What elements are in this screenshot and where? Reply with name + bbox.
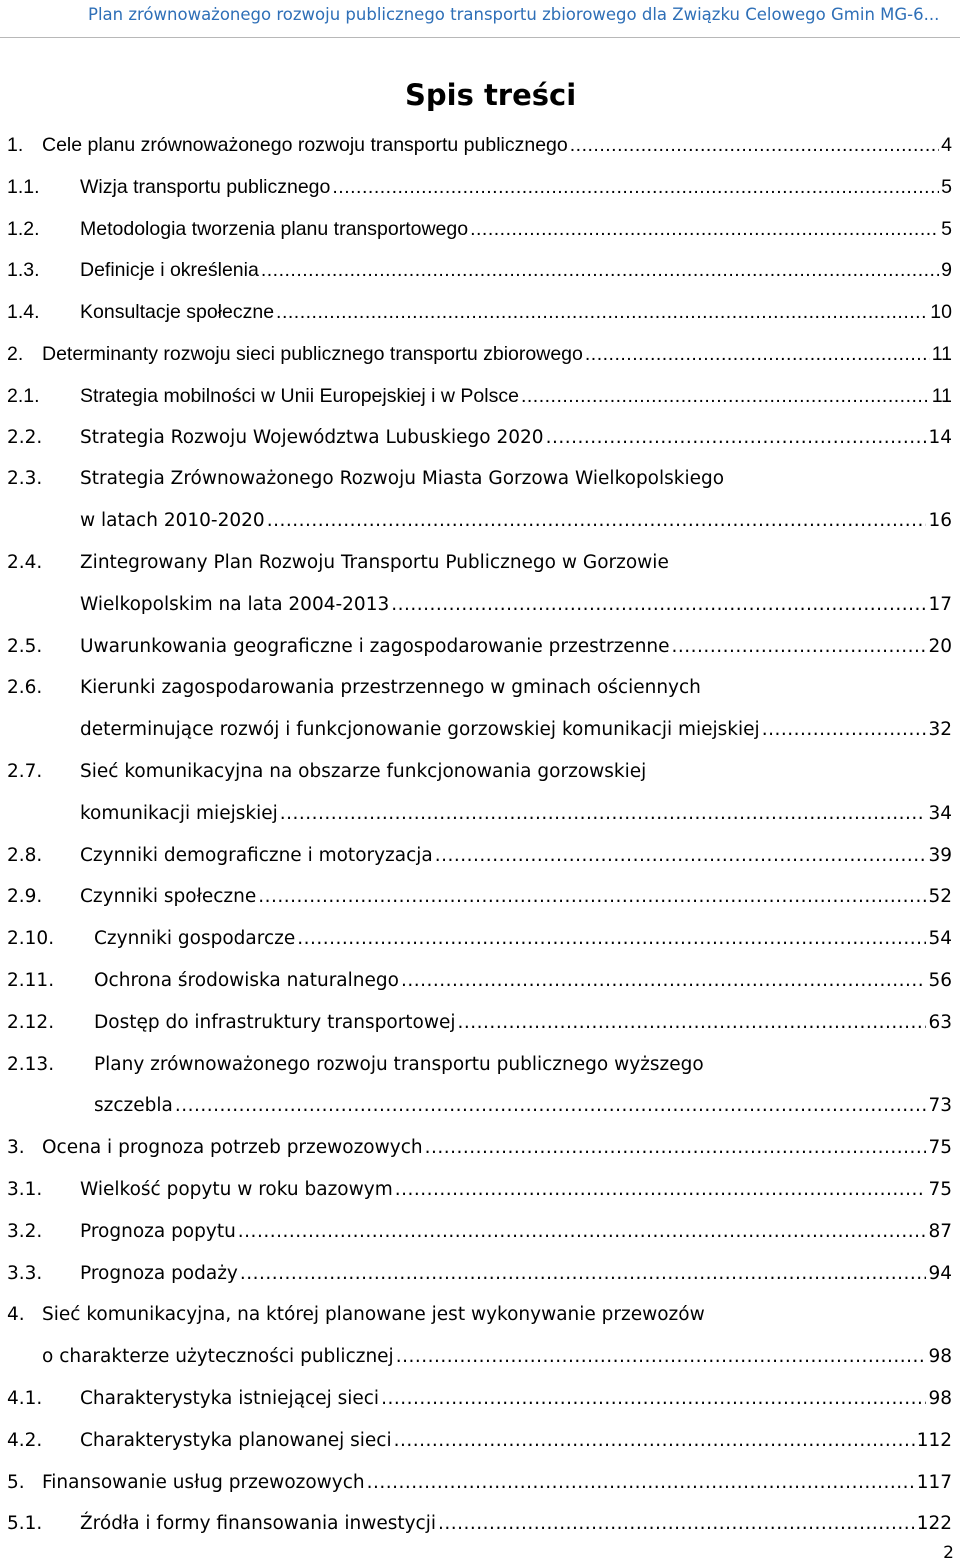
- dot-leader: [395, 1176, 927, 1204]
- dot-leader: [261, 256, 939, 284]
- toc-entry[interactable]: [7, 633, 952, 661]
- toc-entry-page: 75: [928, 1137, 952, 1159]
- toc-entry-title: Czynniki gospodarcze: [94, 928, 296, 950]
- dot-leader: [672, 633, 927, 661]
- toc-entry-page: 56: [928, 970, 952, 991]
- dot-leader: [258, 883, 926, 911]
- toc-entry-title: Charakterystyka istniejącej sieci: [80, 1388, 380, 1409]
- toc-entry-title: Ocena i prognoza potrzeb przewozowych: [42, 1137, 423, 1159]
- toc-entry-title: Źródła i formy finansowania inwestycji: [80, 1513, 437, 1535]
- toc-entry[interactable]: [7, 1218, 952, 1246]
- toc-entry-page: 63: [928, 1011, 952, 1033]
- toc-entry-number: 2.2.: [7, 426, 43, 448]
- toc-entry-title: Prognoza podaży: [80, 1262, 238, 1284]
- toc-title: Spis treści: [405, 78, 577, 112]
- toc-entry-page: 4: [941, 134, 952, 156]
- toc-entry-title-continued: w latach 2010-2020: [80, 510, 265, 532]
- toc-entry[interactable]: [7, 549, 952, 577]
- toc-entry[interactable]: [7, 215, 952, 243]
- toc-entry[interactable]: [7, 465, 952, 493]
- toc-entry-continuation[interactable]: [42, 1343, 952, 1371]
- toc-entry-title-continued: determinujące rozwój i funkcjonowanie gorzowskiej komunikacji miejskiej: [80, 719, 760, 741]
- toc-entry-number: 2.12.: [7, 1011, 55, 1033]
- dot-leader: [297, 925, 926, 953]
- dot-leader: [521, 382, 930, 410]
- toc-entry-title: Wizja transportu publicznego: [80, 175, 331, 198]
- toc-entry-page: 14: [928, 426, 952, 448]
- toc-entry[interactable]: [7, 758, 952, 786]
- toc-entry-page: 52: [928, 886, 952, 908]
- toc-entry-title: Czynniki demograficzne i motoryzacja: [80, 844, 433, 866]
- toc-entry-title-continued: Wielkopolskim na lata 2004-2013: [80, 593, 390, 615]
- dot-leader: [240, 1260, 927, 1288]
- toc-entry[interactable]: [7, 1427, 952, 1455]
- toc-entry-number: 3.3.: [7, 1262, 43, 1284]
- dot-leader: [435, 842, 927, 870]
- dot-leader: [585, 340, 930, 368]
- toc-entry[interactable]: [7, 1469, 952, 1497]
- toc-entry-page: 10: [930, 301, 952, 324]
- toc-entry[interactable]: [7, 131, 952, 159]
- toc-entry-page: 17: [928, 593, 952, 615]
- toc-entry-page: 73: [928, 1095, 952, 1117]
- toc-entry-number: 1.1.: [7, 175, 40, 198]
- toc-entry-title-continued: komunikacji miejskiej: [80, 802, 278, 824]
- toc-entry-title: Uwarunkowania geograficzne i zagospodarowanie przestrzenne: [80, 635, 670, 657]
- toc-entry-continuation[interactable]: [80, 591, 952, 619]
- toc-entry-number: 1.4.: [7, 301, 40, 324]
- toc-entry-title: Strategia mobilności w Unii Europejskiej i w Polsce: [80, 384, 519, 407]
- toc-entry-page: 5: [941, 175, 952, 198]
- toc-entry-number: 1.: [7, 134, 24, 156]
- toc-entry-number: 5.1.: [7, 1513, 43, 1535]
- toc-entry-page: 112: [916, 1429, 952, 1451]
- toc-entry-page: 98: [928, 1346, 952, 1368]
- toc-entry-continuation[interactable]: [80, 800, 952, 828]
- dot-leader: [394, 1427, 915, 1455]
- toc-entry-page: 87: [928, 1220, 952, 1242]
- toc-entry-title-continued: szczebla: [94, 1095, 173, 1117]
- toc-entry[interactable]: [7, 674, 952, 702]
- toc-entry-title: Prognoza popytu: [80, 1220, 236, 1242]
- toc-entry-number: 2.1.: [7, 384, 40, 407]
- toc-entry-page: 34: [928, 802, 952, 824]
- toc-entry-page: 117: [916, 1471, 952, 1493]
- toc-entry[interactable]: [7, 424, 952, 452]
- dot-leader: [425, 1134, 927, 1162]
- toc-entry-page: 94: [928, 1262, 952, 1284]
- toc-entry-number: 1.3.: [7, 259, 40, 282]
- toc-entry[interactable]: [7, 1260, 952, 1288]
- toc-entry-number: 2.4.: [7, 552, 43, 573]
- dot-leader: [401, 967, 927, 995]
- toc-entry[interactable]: [7, 1176, 952, 1204]
- dot-leader: [332, 173, 939, 201]
- toc-entry-page: 32: [928, 719, 952, 741]
- toc-entry-number: 2.11.: [7, 970, 55, 991]
- dot-leader: [570, 131, 939, 159]
- toc-entry-number: 2.13.: [7, 1053, 55, 1075]
- toc-entry-page: 11: [931, 384, 952, 407]
- toc-entry-number: 3.1.: [7, 1179, 43, 1200]
- toc-entry-title: Determinanty rozwoju sieci publicznego transportu zbiorowego: [42, 343, 583, 365]
- toc-entry[interactable]: [7, 1051, 952, 1079]
- toc-entry-title: Dostęp do infrastruktury transportowej: [94, 1011, 456, 1033]
- toc-entry-page: 5: [941, 217, 952, 240]
- dot-leader: [381, 1385, 926, 1413]
- toc-entry-continuation[interactable]: [80, 716, 952, 744]
- toc-entry-title: Ochrona środowiska naturalnego: [94, 970, 399, 991]
- toc-entry-page: 11: [931, 343, 952, 365]
- toc-entry-continuation[interactable]: [94, 1092, 952, 1120]
- dot-leader: [276, 298, 928, 326]
- dot-leader: [367, 1469, 915, 1497]
- dot-leader: [458, 1009, 927, 1037]
- toc-entry-title: Sieć komunikacyjna, na której planowane jest wykonywanie przewozów: [42, 1304, 705, 1326]
- toc-entry-page: 122: [916, 1513, 952, 1535]
- page-number: 2: [943, 1543, 954, 1563]
- toc-entry[interactable]: [7, 340, 952, 368]
- toc-entry[interactable]: [7, 1510, 952, 1538]
- toc-entry-title: Charakterystyka planowanej sieci: [80, 1429, 392, 1451]
- toc-entry-title: Strategia Zrównoważonego Rozwoju Miasta Gorzowa Wielkopolskiego: [80, 468, 725, 490]
- toc-entry[interactable]: [7, 967, 952, 995]
- toc-entry-page: 98: [928, 1388, 952, 1409]
- toc-entry[interactable]: [7, 298, 952, 326]
- toc-entry-number: 2.8.: [7, 844, 43, 866]
- toc-entry[interactable]: [7, 883, 952, 911]
- toc-entry[interactable]: [7, 1385, 952, 1413]
- toc-entry-number: 2.3.: [7, 468, 43, 490]
- dot-leader: [762, 716, 927, 744]
- toc-entry-title: Zintegrowany Plan Rozwoju Transportu Publicznego w Gorzowie: [80, 552, 669, 573]
- toc-entry[interactable]: [7, 842, 952, 870]
- toc-entry[interactable]: [7, 1009, 952, 1037]
- dot-leader: [470, 215, 939, 243]
- toc-entry-number: 3.: [7, 1137, 25, 1159]
- document-header-text: Plan zrównoważonego rozwoju publicznego transportu zbiorowego dla Związku Celowego Gmin MG-6...: [88, 5, 940, 24]
- toc-entry-page: 9: [941, 259, 952, 282]
- toc-entry[interactable]: [7, 173, 952, 201]
- toc-entry-title: Czynniki społeczne: [80, 886, 257, 908]
- toc-entry-number: 1.2.: [7, 217, 40, 240]
- dot-leader: [238, 1218, 927, 1246]
- dot-leader: [175, 1092, 927, 1120]
- toc-entry-number: 4.2.: [7, 1429, 43, 1451]
- toc-entry-title: Sieć komunikacyjna na obszarze funkcjonowania gorzowskiej: [80, 761, 647, 782]
- toc-entry-number: 5.: [7, 1471, 25, 1493]
- toc-entry-page: 54: [928, 928, 952, 950]
- toc-entry-title: Kierunki zagospodarowania przestrzennego w gminach ościennych: [80, 677, 701, 699]
- toc-entry-number: 2.7.: [7, 761, 43, 782]
- toc-entry-number: 2.5.: [7, 635, 43, 657]
- toc-entry-number: 2.: [7, 343, 24, 365]
- toc-entry[interactable]: [7, 256, 952, 284]
- dot-leader: [546, 424, 927, 452]
- toc-entry-number: 4.1.: [7, 1388, 43, 1409]
- toc-entry-page: 75: [928, 1179, 952, 1200]
- toc-entry-title: Strategia Rozwoju Województwa Lubuskiego 2020: [80, 426, 544, 448]
- toc-entry-continuation[interactable]: [80, 507, 952, 535]
- dot-leader: [280, 800, 927, 828]
- toc-entry-title-continued: o charakterze użyteczności publicznej: [42, 1346, 394, 1368]
- toc-entry[interactable]: [7, 382, 952, 410]
- dot-leader: [438, 1510, 915, 1538]
- toc-entry-title: Finansowanie usług przewozowych: [42, 1471, 365, 1493]
- toc-entry-number: 2.9.: [7, 886, 43, 908]
- toc-entry[interactable]: [7, 925, 952, 953]
- toc-entry-title: Metodologia tworzenia planu transportowego: [80, 217, 469, 240]
- toc-entry-title: Cele planu zrównoważonego rozwoju transportu publicznego: [42, 134, 568, 156]
- toc-entry-number: 3.2.: [7, 1220, 43, 1242]
- toc-entry-title: Konsultacje społeczne: [80, 301, 275, 324]
- toc-entry-title: Wielkość popytu w roku bazowym: [80, 1179, 393, 1200]
- toc-entry-title: Plany zrównoważonego rozwoju transportu publicznego wyższego: [94, 1053, 704, 1075]
- toc-entry-page: 16: [928, 510, 952, 532]
- toc-entry-number: 2.6.: [7, 677, 43, 699]
- toc-entry-number: 4.: [7, 1304, 25, 1326]
- toc-entry[interactable]: [7, 1134, 952, 1162]
- dot-leader: [267, 507, 927, 535]
- toc-entry-page: 39: [928, 844, 952, 866]
- dot-leader: [391, 591, 926, 619]
- toc-entry-number: 2.10.: [7, 928, 55, 950]
- toc-entry[interactable]: [7, 1301, 952, 1329]
- toc-entry-title: Definicje i określenia: [80, 259, 259, 282]
- toc-entry-page: 20: [928, 635, 952, 657]
- dot-leader: [396, 1343, 927, 1371]
